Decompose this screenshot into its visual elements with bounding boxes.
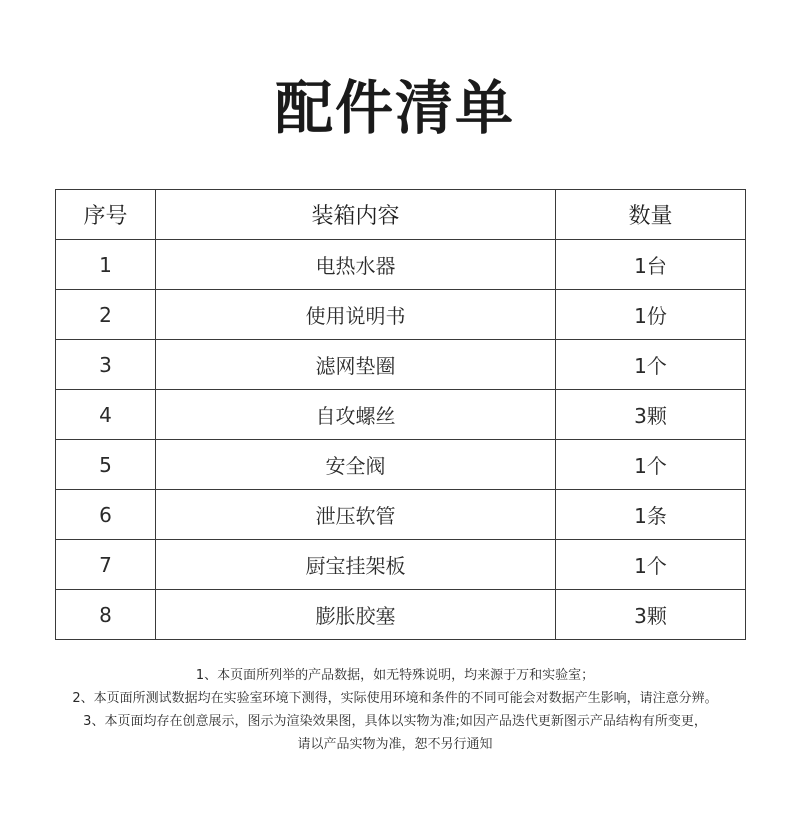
cell-quantity: 1条 bbox=[556, 490, 746, 540]
cell-index: 6 bbox=[56, 490, 156, 540]
cell-index: 5 bbox=[56, 440, 156, 490]
cell-index: 4 bbox=[56, 390, 156, 440]
cell-item: 泄压软管 bbox=[156, 490, 556, 540]
table-row bbox=[56, 540, 746, 590]
cell-quantity: 1份 bbox=[556, 290, 746, 340]
table-row bbox=[56, 440, 746, 490]
cell-quantity: 1个 bbox=[556, 540, 746, 590]
disclaimer-notes bbox=[0, 664, 790, 756]
cell-index: 7 bbox=[56, 540, 156, 590]
cell-quantity: 1个 bbox=[556, 340, 746, 390]
note-line: 2、本页面所测试数据均在实验室环境下测得，实际使用环境和条件的不同可能会对数据产生影响，请注意分辨。 bbox=[72, 691, 718, 706]
table-row bbox=[56, 590, 746, 640]
cell-item: 膨胀胶塞 bbox=[156, 590, 556, 640]
cell-item: 安全阀 bbox=[156, 440, 556, 490]
cell-index: 3 bbox=[56, 340, 156, 390]
table-header-row bbox=[56, 190, 746, 240]
cell-item: 电热水器 bbox=[156, 240, 556, 290]
cell-index: 2 bbox=[56, 290, 156, 340]
table-row bbox=[56, 490, 746, 540]
cell-item: 自攻螺丝 bbox=[156, 390, 556, 440]
note-line: 请以产品实物为准，恕不另行通知 bbox=[297, 737, 493, 752]
cell-index: 8 bbox=[56, 590, 156, 640]
page-title: 配件清单 bbox=[274, 74, 515, 142]
header-quantity: 数量 bbox=[556, 190, 746, 240]
cell-quantity: 1台 bbox=[556, 240, 746, 290]
cell-item: 厨宝挂架板 bbox=[156, 540, 556, 590]
table-row bbox=[56, 340, 746, 390]
parts-list-table bbox=[55, 189, 746, 640]
cell-quantity: 3颗 bbox=[556, 590, 746, 640]
cell-item: 滤网垫圈 bbox=[156, 340, 556, 390]
cell-quantity: 3颗 bbox=[556, 390, 746, 440]
table-row bbox=[56, 390, 746, 440]
table-row bbox=[56, 240, 746, 290]
cell-index: 1 bbox=[56, 240, 156, 290]
header-index: 序号 bbox=[56, 190, 156, 240]
note-line: 3、本页面均存在创意展示，图示为渲染效果图，具体以实物为准;如因产品迭代更新图示产品结构有所变更， bbox=[83, 714, 707, 729]
note-line: 1、本页面所列举的产品数据，如无特殊说明，均来源于万和实验室； bbox=[195, 668, 595, 683]
cell-quantity: 1个 bbox=[556, 440, 746, 490]
header-contents: 装箱内容 bbox=[156, 190, 556, 240]
cell-item: 使用说明书 bbox=[156, 290, 556, 340]
table-row bbox=[56, 290, 746, 340]
